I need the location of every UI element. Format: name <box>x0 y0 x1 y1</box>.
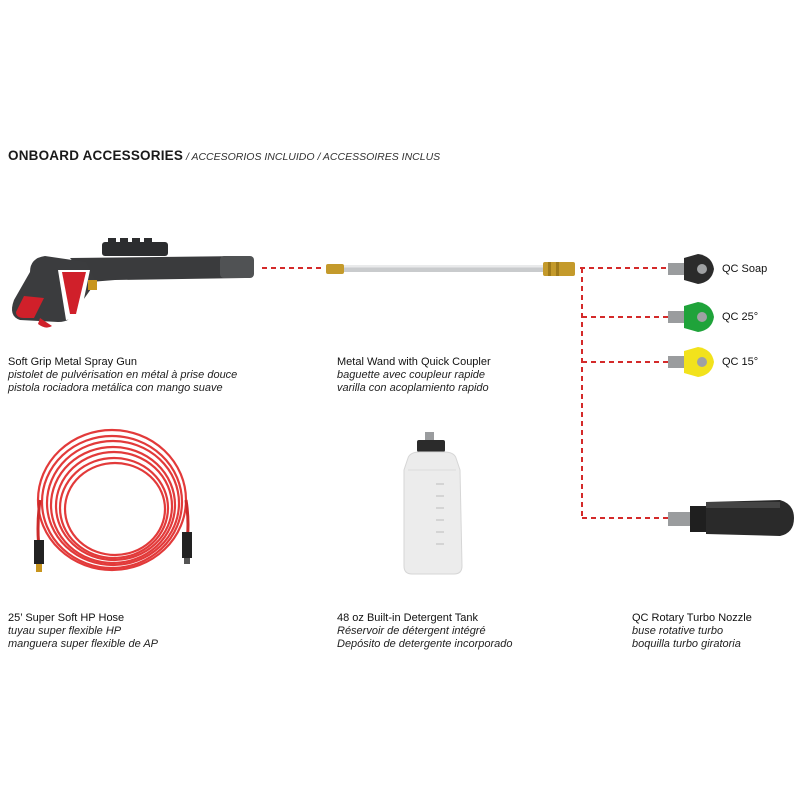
wand-es: varilla con acoplamiento rapido <box>337 382 489 394</box>
wand-title: Metal Wand with Quick Coupler <box>337 356 491 368</box>
spray-gun-es: pistola rociadora metálica con mango suave <box>8 382 223 394</box>
tank-fr: Réservoir de détergent intégré <box>337 625 486 637</box>
turbo-es: boquilla turbo giratoria <box>632 638 741 650</box>
nozzle-25-label: QC 25° <box>722 311 759 323</box>
hose-es: manguera super flexible de AP <box>8 638 159 650</box>
spray-gun-icon <box>12 238 254 328</box>
hose-caption <box>8 612 158 651</box>
nozzle-15-icon <box>668 347 714 377</box>
spray-gun-fr: pistolet de pulvérisation en métal à prise douce <box>8 369 238 381</box>
turbo-caption <box>632 612 752 651</box>
turbo-fr: buse rotative turbo <box>632 625 724 637</box>
tank-title: 48 oz Built-in Detergent Tank <box>337 612 479 624</box>
turbo-title: QC Rotary Turbo Nozzle <box>632 612 752 624</box>
nozzle-25-icon <box>668 302 714 332</box>
turbo-nozzle-icon <box>668 500 794 536</box>
spray-gun-title: Soft Grip Metal Spray Gun <box>8 356 137 368</box>
hose-title: 25’ Super Soft HP Hose <box>8 612 125 624</box>
wand-fr: baguette avec coupleur rapide <box>337 369 485 381</box>
metal-wand-icon <box>326 262 575 276</box>
spray-gun-caption <box>8 356 237 395</box>
heading-sub: / ACCESORIOS INCLUIDO / ACCESSOIRES INCLUS <box>183 151 441 163</box>
wand-caption <box>337 356 491 395</box>
nozzle-soap-label: QC Soap <box>722 263 768 275</box>
tank-caption <box>337 612 513 651</box>
detergent-tank-icon <box>404 432 462 574</box>
tank-es: Depósito de detergente incorporado <box>337 638 513 650</box>
hose-fr: tuyau super flexible HP <box>8 625 122 637</box>
nozzle-soap-icon <box>668 254 714 284</box>
nozzle-15-label: QC 15° <box>722 356 759 368</box>
hp-hose-icon <box>38 430 188 570</box>
heading-main: ONBOARD ACCESSORIES <box>8 148 184 163</box>
